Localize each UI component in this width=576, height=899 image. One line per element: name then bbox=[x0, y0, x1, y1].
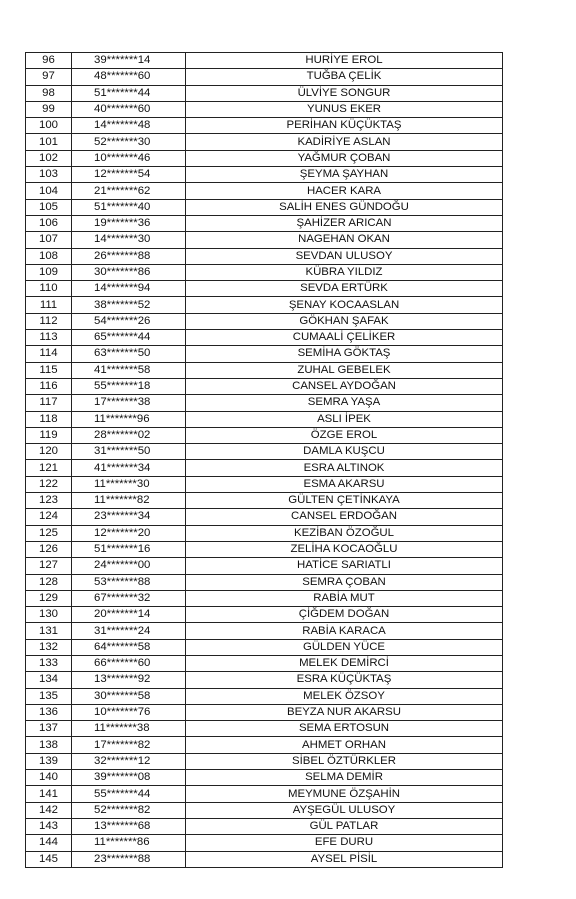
masked-id-cell: 23*******34 bbox=[72, 509, 186, 525]
masked-id-cell: 38*******52 bbox=[72, 297, 186, 313]
person-name-cell: CUMAALİ ÇELİKER bbox=[186, 330, 503, 346]
person-name-cell: BEYZA NUR AKARSU bbox=[186, 704, 503, 720]
row-number-cell: 119 bbox=[26, 427, 72, 443]
masked-id-cell: 11*******38 bbox=[72, 721, 186, 737]
row-number-cell: 104 bbox=[26, 183, 72, 199]
person-name-cell: MELEK ÖZSOY bbox=[186, 688, 503, 704]
table-row bbox=[26, 248, 503, 264]
table-row bbox=[26, 281, 503, 297]
person-name-cell: SEVDA ERTÜRK bbox=[186, 281, 503, 297]
masked-id-cell: 30*******58 bbox=[72, 688, 186, 704]
row-number-cell: 106 bbox=[26, 215, 72, 231]
person-name-cell: RABİA KARACA bbox=[186, 623, 503, 639]
masked-id-cell: 23*******88 bbox=[72, 851, 186, 867]
masked-id-cell: 14*******30 bbox=[72, 232, 186, 248]
person-name-cell: ESRA ALTINOK bbox=[186, 460, 503, 476]
table-row bbox=[26, 704, 503, 720]
masked-id-cell: 24*******00 bbox=[72, 558, 186, 574]
masked-id-cell: 66*******60 bbox=[72, 655, 186, 671]
table-row bbox=[26, 167, 503, 183]
masked-id-cell: 40*******60 bbox=[72, 101, 186, 117]
masked-id-cell: 28*******02 bbox=[72, 427, 186, 443]
table-row bbox=[26, 737, 503, 753]
table-row bbox=[26, 655, 503, 671]
row-number-cell: 105 bbox=[26, 199, 72, 215]
row-number-cell: 96 bbox=[26, 53, 72, 69]
masked-id-cell: 20*******14 bbox=[72, 607, 186, 623]
row-number-cell: 114 bbox=[26, 346, 72, 362]
row-number-cell: 118 bbox=[26, 411, 72, 427]
row-number-cell: 139 bbox=[26, 753, 72, 769]
table-row bbox=[26, 362, 503, 378]
row-number-cell: 120 bbox=[26, 444, 72, 460]
table-row bbox=[26, 770, 503, 786]
person-name-cell: AYŞEGÜL ULUSOY bbox=[186, 802, 503, 818]
table-body bbox=[26, 53, 503, 868]
row-number-cell: 121 bbox=[26, 460, 72, 476]
row-number-cell: 124 bbox=[26, 509, 72, 525]
table-row bbox=[26, 101, 503, 117]
person-name-cell: ASLI İPEK bbox=[186, 411, 503, 427]
person-name-cell: YAĞMUR ÇOBAN bbox=[186, 150, 503, 166]
table-row bbox=[26, 802, 503, 818]
person-name-cell: AHMET ORHAN bbox=[186, 737, 503, 753]
row-number-cell: 127 bbox=[26, 558, 72, 574]
table-row bbox=[26, 330, 503, 346]
row-number-cell: 110 bbox=[26, 281, 72, 297]
row-number-cell: 99 bbox=[26, 101, 72, 117]
person-name-cell: ÖZGE EROL bbox=[186, 427, 503, 443]
table-row bbox=[26, 721, 503, 737]
masked-id-cell: 41*******34 bbox=[72, 460, 186, 476]
masked-id-cell: 19*******36 bbox=[72, 215, 186, 231]
row-number-cell: 129 bbox=[26, 590, 72, 606]
masked-id-cell: 63*******50 bbox=[72, 346, 186, 362]
row-number-cell: 116 bbox=[26, 378, 72, 394]
person-name-cell: SALİH ENES GÜNDOĞU bbox=[186, 199, 503, 215]
row-number-cell: 113 bbox=[26, 330, 72, 346]
row-number-cell: 107 bbox=[26, 232, 72, 248]
row-number-cell: 102 bbox=[26, 150, 72, 166]
document-page bbox=[25, 52, 503, 868]
row-number-cell: 143 bbox=[26, 818, 72, 834]
person-name-cell: MEYMUNE ÖZŞAHİN bbox=[186, 786, 503, 802]
masked-id-cell: 11*******86 bbox=[72, 835, 186, 851]
person-name-cell: KADİRİYE ASLAN bbox=[186, 134, 503, 150]
person-name-cell: SEMİHA GÖKTAŞ bbox=[186, 346, 503, 362]
person-name-cell: SEMRA YAŞA bbox=[186, 395, 503, 411]
table-row bbox=[26, 639, 503, 655]
person-name-cell: PERİHAN KÜÇÜKTAŞ bbox=[186, 118, 503, 134]
masked-id-cell: 55*******44 bbox=[72, 786, 186, 802]
masked-id-cell: 26*******88 bbox=[72, 248, 186, 264]
table-row bbox=[26, 85, 503, 101]
table-row bbox=[26, 493, 503, 509]
table-row bbox=[26, 607, 503, 623]
person-name-cell: SEMRA ÇOBAN bbox=[186, 574, 503, 590]
row-number-cell: 131 bbox=[26, 623, 72, 639]
person-name-cell: KEZİBAN ÖZOĞUL bbox=[186, 525, 503, 541]
row-number-cell: 133 bbox=[26, 655, 72, 671]
table-row bbox=[26, 53, 503, 69]
person-name-cell: DAMLA KUŞCU bbox=[186, 444, 503, 460]
participant-table bbox=[25, 52, 503, 868]
row-number-cell: 108 bbox=[26, 248, 72, 264]
masked-id-cell: 51*******44 bbox=[72, 85, 186, 101]
person-name-cell: SELMA DEMİR bbox=[186, 770, 503, 786]
person-name-cell: ZUHAL GEBELEK bbox=[186, 362, 503, 378]
person-name-cell: HATİCE SARIATLI bbox=[186, 558, 503, 574]
masked-id-cell: 67*******32 bbox=[72, 590, 186, 606]
masked-id-cell: 11*******82 bbox=[72, 493, 186, 509]
row-number-cell: 138 bbox=[26, 737, 72, 753]
masked-id-cell: 53*******88 bbox=[72, 574, 186, 590]
table-row bbox=[26, 541, 503, 557]
person-name-cell: RABİA MUT bbox=[186, 590, 503, 606]
table-row bbox=[26, 313, 503, 329]
row-number-cell: 140 bbox=[26, 770, 72, 786]
masked-id-cell: 51*******16 bbox=[72, 541, 186, 557]
person-name-cell: CANSEL AYDOĞAN bbox=[186, 378, 503, 394]
masked-id-cell: 54*******26 bbox=[72, 313, 186, 329]
row-number-cell: 144 bbox=[26, 835, 72, 851]
row-number-cell: 126 bbox=[26, 541, 72, 557]
person-name-cell: ÜLVİYE SONGUR bbox=[186, 85, 503, 101]
masked-id-cell: 10*******76 bbox=[72, 704, 186, 720]
person-name-cell: AYSEL PİSİL bbox=[186, 851, 503, 867]
row-number-cell: 103 bbox=[26, 167, 72, 183]
masked-id-cell: 52*******30 bbox=[72, 134, 186, 150]
person-name-cell: ÇİĞDEM DOĞAN bbox=[186, 607, 503, 623]
masked-id-cell: 31*******50 bbox=[72, 444, 186, 460]
masked-id-cell: 48*******60 bbox=[72, 69, 186, 85]
masked-id-cell: 65*******44 bbox=[72, 330, 186, 346]
table-row bbox=[26, 835, 503, 851]
table-row bbox=[26, 264, 503, 280]
row-number-cell: 128 bbox=[26, 574, 72, 590]
person-name-cell: NAGEHAN OKAN bbox=[186, 232, 503, 248]
table-row bbox=[26, 818, 503, 834]
table-row bbox=[26, 150, 503, 166]
person-name-cell: SİBEL ÖZTÜRKLER bbox=[186, 753, 503, 769]
masked-id-cell: 14*******48 bbox=[72, 118, 186, 134]
masked-id-cell: 52*******82 bbox=[72, 802, 186, 818]
row-number-cell: 135 bbox=[26, 688, 72, 704]
masked-id-cell: 11*******96 bbox=[72, 411, 186, 427]
masked-id-cell: 10*******46 bbox=[72, 150, 186, 166]
masked-id-cell: 39*******14 bbox=[72, 53, 186, 69]
row-number-cell: 142 bbox=[26, 802, 72, 818]
row-number-cell: 132 bbox=[26, 639, 72, 655]
table-row bbox=[26, 753, 503, 769]
table-row bbox=[26, 427, 503, 443]
row-number-cell: 141 bbox=[26, 786, 72, 802]
person-name-cell: TUĞBA ÇELİK bbox=[186, 69, 503, 85]
row-number-cell: 136 bbox=[26, 704, 72, 720]
person-name-cell: ESMA AKARSU bbox=[186, 476, 503, 492]
table-row bbox=[26, 688, 503, 704]
table-row bbox=[26, 851, 503, 867]
masked-id-cell: 14*******94 bbox=[72, 281, 186, 297]
masked-id-cell: 12*******54 bbox=[72, 167, 186, 183]
table-row bbox=[26, 623, 503, 639]
masked-id-cell: 21*******62 bbox=[72, 183, 186, 199]
masked-id-cell: 17*******38 bbox=[72, 395, 186, 411]
table-row bbox=[26, 215, 503, 231]
table-row bbox=[26, 460, 503, 476]
person-name-cell: ŞAHİZER ARICAN bbox=[186, 215, 503, 231]
masked-id-cell: 13*******92 bbox=[72, 672, 186, 688]
row-number-cell: 111 bbox=[26, 297, 72, 313]
row-number-cell: 115 bbox=[26, 362, 72, 378]
masked-id-cell: 17*******82 bbox=[72, 737, 186, 753]
table-row bbox=[26, 183, 503, 199]
row-number-cell: 145 bbox=[26, 851, 72, 867]
person-name-cell: YUNUS EKER bbox=[186, 101, 503, 117]
table-row bbox=[26, 509, 503, 525]
person-name-cell: SEMA ERTOSUN bbox=[186, 721, 503, 737]
masked-id-cell: 55*******18 bbox=[72, 378, 186, 394]
masked-id-cell: 12*******20 bbox=[72, 525, 186, 541]
row-number-cell: 130 bbox=[26, 607, 72, 623]
masked-id-cell: 11*******30 bbox=[72, 476, 186, 492]
table-row bbox=[26, 525, 503, 541]
row-number-cell: 123 bbox=[26, 493, 72, 509]
person-name-cell: MELEK DEMİRCİ bbox=[186, 655, 503, 671]
person-name-cell: SEVDAN ULUSOY bbox=[186, 248, 503, 264]
person-name-cell: ZELİHA KOCAOĞLU bbox=[186, 541, 503, 557]
row-number-cell: 112 bbox=[26, 313, 72, 329]
person-name-cell: ŞEYMA ŞAYHAN bbox=[186, 167, 503, 183]
masked-id-cell: 13*******68 bbox=[72, 818, 186, 834]
row-number-cell: 97 bbox=[26, 69, 72, 85]
row-number-cell: 100 bbox=[26, 118, 72, 134]
person-name-cell: CANSEL ERDOĞAN bbox=[186, 509, 503, 525]
table-row bbox=[26, 672, 503, 688]
masked-id-cell: 30*******86 bbox=[72, 264, 186, 280]
table-row bbox=[26, 69, 503, 85]
table-row bbox=[26, 444, 503, 460]
table-row bbox=[26, 411, 503, 427]
table-row bbox=[26, 118, 503, 134]
table-row bbox=[26, 378, 503, 394]
person-name-cell: GÜLDEN YÜCE bbox=[186, 639, 503, 655]
row-number-cell: 122 bbox=[26, 476, 72, 492]
table-row bbox=[26, 199, 503, 215]
masked-id-cell: 31*******24 bbox=[72, 623, 186, 639]
table-row bbox=[26, 232, 503, 248]
table-row bbox=[26, 574, 503, 590]
table-row bbox=[26, 786, 503, 802]
table-row bbox=[26, 297, 503, 313]
row-number-cell: 101 bbox=[26, 134, 72, 150]
masked-id-cell: 64*******58 bbox=[72, 639, 186, 655]
table-row bbox=[26, 558, 503, 574]
table-row bbox=[26, 134, 503, 150]
person-name-cell: GÜLTEN ÇETİNKAYA bbox=[186, 493, 503, 509]
masked-id-cell: 41*******58 bbox=[72, 362, 186, 378]
person-name-cell: EFE DURU bbox=[186, 835, 503, 851]
table-row bbox=[26, 346, 503, 362]
row-number-cell: 137 bbox=[26, 721, 72, 737]
table-row bbox=[26, 476, 503, 492]
row-number-cell: 109 bbox=[26, 264, 72, 280]
person-name-cell: HURİYE EROL bbox=[186, 53, 503, 69]
table-row bbox=[26, 590, 503, 606]
row-number-cell: 98 bbox=[26, 85, 72, 101]
row-number-cell: 117 bbox=[26, 395, 72, 411]
person-name-cell: GÜL PATLAR bbox=[186, 818, 503, 834]
person-name-cell: HACER KARA bbox=[186, 183, 503, 199]
row-number-cell: 125 bbox=[26, 525, 72, 541]
person-name-cell: GÖKHAN ŞAFAK bbox=[186, 313, 503, 329]
row-number-cell: 134 bbox=[26, 672, 72, 688]
masked-id-cell: 32*******12 bbox=[72, 753, 186, 769]
table-row bbox=[26, 395, 503, 411]
person-name-cell: ŞENAY KOCAASLAN bbox=[186, 297, 503, 313]
masked-id-cell: 51*******40 bbox=[72, 199, 186, 215]
person-name-cell: ESRA KÜÇÜKTAŞ bbox=[186, 672, 503, 688]
masked-id-cell: 39*******08 bbox=[72, 770, 186, 786]
person-name-cell: KÜBRA YILDIZ bbox=[186, 264, 503, 280]
